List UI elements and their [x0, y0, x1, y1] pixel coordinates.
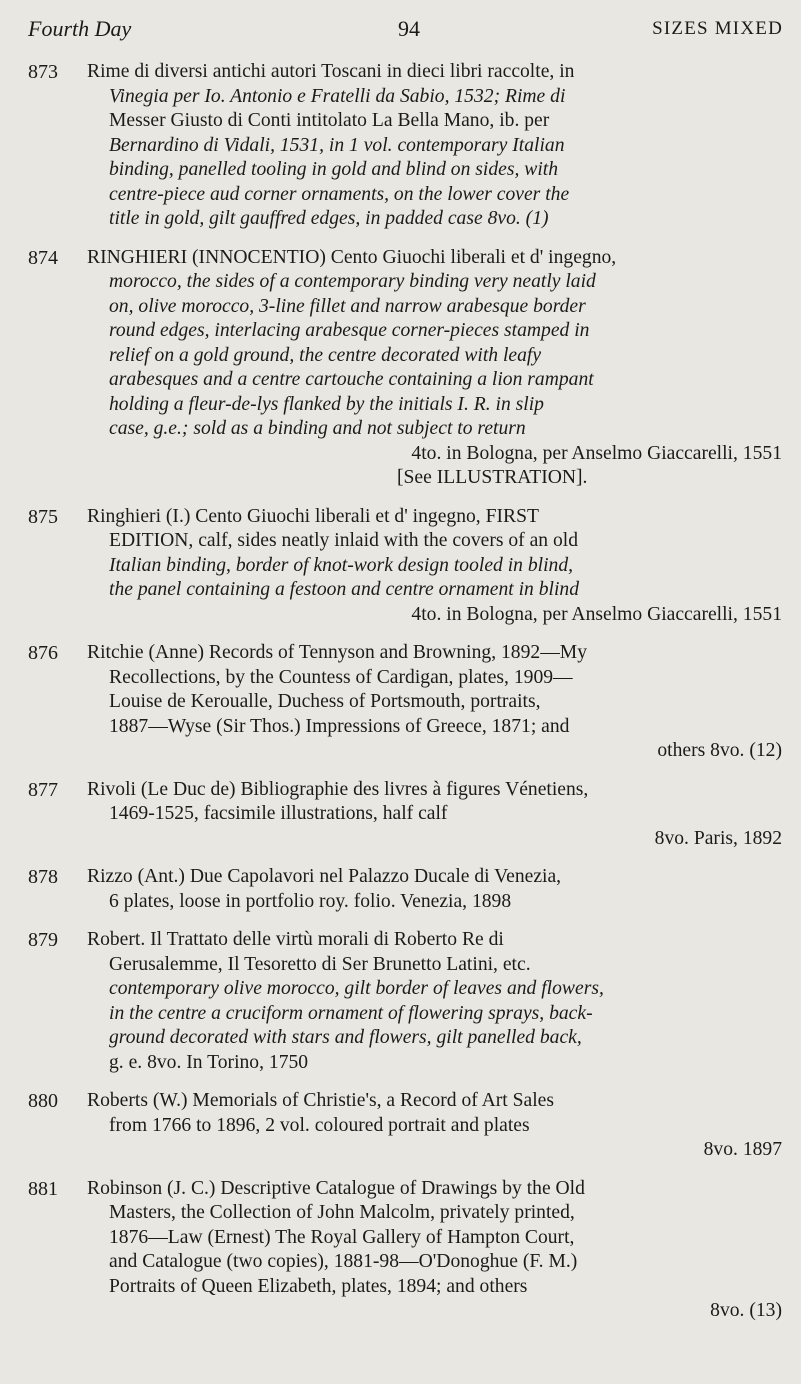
lot-line: Ritchie (Anne) Records of Tennyson and Browning, 1892—My: [87, 642, 588, 663]
lot-line: the panel containing a festoon and centre ornament in blind: [109, 579, 580, 600]
lot-line: Roberts (W.) Memorials of Christie's, a Record of Art Sales: [87, 1090, 554, 1111]
lot-line: Recollections, by the Countess of Cardigan, plates, 1909—: [109, 666, 573, 688]
page-number: 94: [398, 16, 420, 41]
lot-number: 876: [28, 642, 58, 664]
running-head-section: SIZES MIXED: [652, 18, 783, 39]
lot-number: 877: [28, 778, 58, 801]
lot-line: 8vo. (13): [710, 1300, 782, 1321]
lot-description: [87, 865, 782, 914]
lot-line: Rivoli (Le Duc de) Bibliographie des livres à figures Vénetiens,: [87, 778, 589, 800]
lot-description: [87, 1089, 782, 1163]
lot-entry: [0, 865, 801, 914]
lot-line: on, olive morocco, 3-line fillet and narrow arabesque border: [109, 295, 586, 317]
lot-description: [87, 246, 782, 491]
lot-line: Robinson (J. C.) Descriptive Catalogue of Drawings by the Old: [87, 1177, 585, 1199]
lot-line: 4to. in Bologna, per Anselmo Giaccarelli, 1551: [411, 603, 782, 625]
lot-entry: [0, 641, 801, 764]
lot-line: 8vo. Paris, 1892: [654, 827, 782, 849]
lot-entry: [0, 505, 801, 628]
lot-line: case, g.e.; sold as a binding and not subject to return: [109, 418, 526, 439]
lot-description: [87, 641, 782, 764]
lot-number: 878: [28, 866, 58, 888]
lot-entry: [0, 1177, 801, 1324]
lot-description: [87, 928, 782, 1075]
lot-number: 881: [28, 1177, 58, 1200]
lot-line: RINGHIERI (INNOCENTIO) Cento Giuochi liberali et d' ingegno,: [87, 246, 617, 268]
lot-description: [87, 505, 782, 628]
lot-line: centre-piece aud corner ornaments, on the lower cover the: [109, 183, 570, 205]
lot-entry: [0, 1089, 801, 1163]
lot-line: Ringhieri (I.) Cento Giuochi liberali et d' ingegno, FIRST: [87, 505, 539, 527]
lot-line: EDITION, calf, sides neatly inlaid with the covers of an old: [109, 530, 579, 551]
lot-line: Masters, the Collection of John Malcolm, privately printed,: [109, 1202, 575, 1223]
lot-number: 874: [28, 246, 58, 269]
lot-description: [87, 778, 782, 852]
lot-entry: [0, 60, 801, 232]
lot-line: relief on a gold ground, the centre decorated with leafy: [109, 344, 542, 366]
lot-line: 1876—Law (Ernest) The Royal Gallery of Hampton Court,: [109, 1226, 575, 1248]
lot-entry: [0, 778, 801, 852]
lot-list: [0, 60, 801, 1338]
lot-line: binding, panelled tooling in gold and blind on sides, with: [109, 159, 559, 180]
lot-line: from 1766 to 1896, 2 vol. coloured portrait and plates: [109, 1114, 530, 1136]
lot-line: Italian binding, border of knot-work design tooled in blind,: [109, 554, 574, 576]
lot-line: Louise de Keroualle, Duchess of Portsmouth, portraits,: [109, 691, 541, 712]
lot-line: g. e. 8vo. In Torino, 1750: [109, 1051, 309, 1073]
lot-description: [87, 1177, 782, 1324]
lot-line: and Catalogue (two copies), 1881-98—O'Donoghue (F. M.): [109, 1251, 578, 1272]
lot-description: [87, 60, 782, 232]
lot-line: morocco, the sides of a contemporary binding very neatly laid: [109, 271, 596, 292]
lot-line: 1469-1525, facsimile illustrations, half calf: [109, 803, 448, 824]
lot-line: Portraits of Queen Elizabeth, plates, 1894; and others: [109, 1275, 528, 1297]
lot-line: arabesques and a centre cartouche containing a lion rampant: [109, 369, 594, 390]
lot-line: holding a fleur-de-lys flanked by the initials I. R. in slip: [109, 393, 544, 415]
lot-line: contemporary olive morocco, gilt border of leaves and flowers,: [109, 978, 604, 999]
running-head-day: Fourth Day: [28, 16, 132, 41]
lot-number: 879: [28, 929, 58, 951]
lot-line: 6 plates, loose in portfolio roy. folio. Venezia, 1898: [109, 890, 512, 912]
lot-number: 875: [28, 505, 58, 528]
lot-line: 8vo. 1897: [703, 1139, 782, 1160]
lot-line: 1887—Wyse (Sir Thos.) Impressions of Greece, 1871; and: [109, 715, 570, 737]
lot-line: ground decorated with stars and flowers, gilt panelled back,: [109, 1027, 582, 1048]
lot-line: Rime di diversi antichi autori Toscani in dieci libri raccolte, in: [87, 61, 575, 82]
lot-number: 873: [28, 61, 58, 83]
lot-line: Rizzo (Ant.) Due Capolavori nel Palazzo Ducale di Venezia,: [87, 866, 562, 887]
lot-line: Vinegia per Io. Antonio e Fratelli da Sabio, 1532; Rime di: [109, 85, 566, 107]
lot-line: [See ILLUSTRATION].: [397, 467, 588, 488]
lot-line: round edges, interlacing arabesque corner-pieces stamped in: [109, 320, 590, 341]
running-head: [28, 16, 783, 46]
lot-line: 4to. in Bologna, per Anselmo Giaccarelli, 1551: [411, 442, 782, 464]
lot-number: 880: [28, 1090, 58, 1112]
lot-entry: [0, 246, 801, 491]
lot-line: others 8vo. (12): [657, 740, 782, 761]
lot-line: Gerusalemme, Il Tesoretto di Ser Brunetto Latini, etc.: [109, 953, 531, 975]
lot-line: in the centre a cruciform ornament of flowering sprays, back-: [109, 1002, 593, 1024]
lot-line: Robert. Il Trattato delle virtù morali di Roberto Re di: [87, 929, 504, 950]
lot-line: Messer Giusto di Conti intitolato La Bella Mano, ib. per: [109, 110, 550, 131]
lot-line: title in gold, gilt gauffred edges, in padded case 8vo. (1): [109, 208, 549, 229]
lot-line: Bernardino di Vidali, 1531, in 1 vol. contemporary Italian: [109, 134, 565, 156]
lot-entry: [0, 928, 801, 1075]
